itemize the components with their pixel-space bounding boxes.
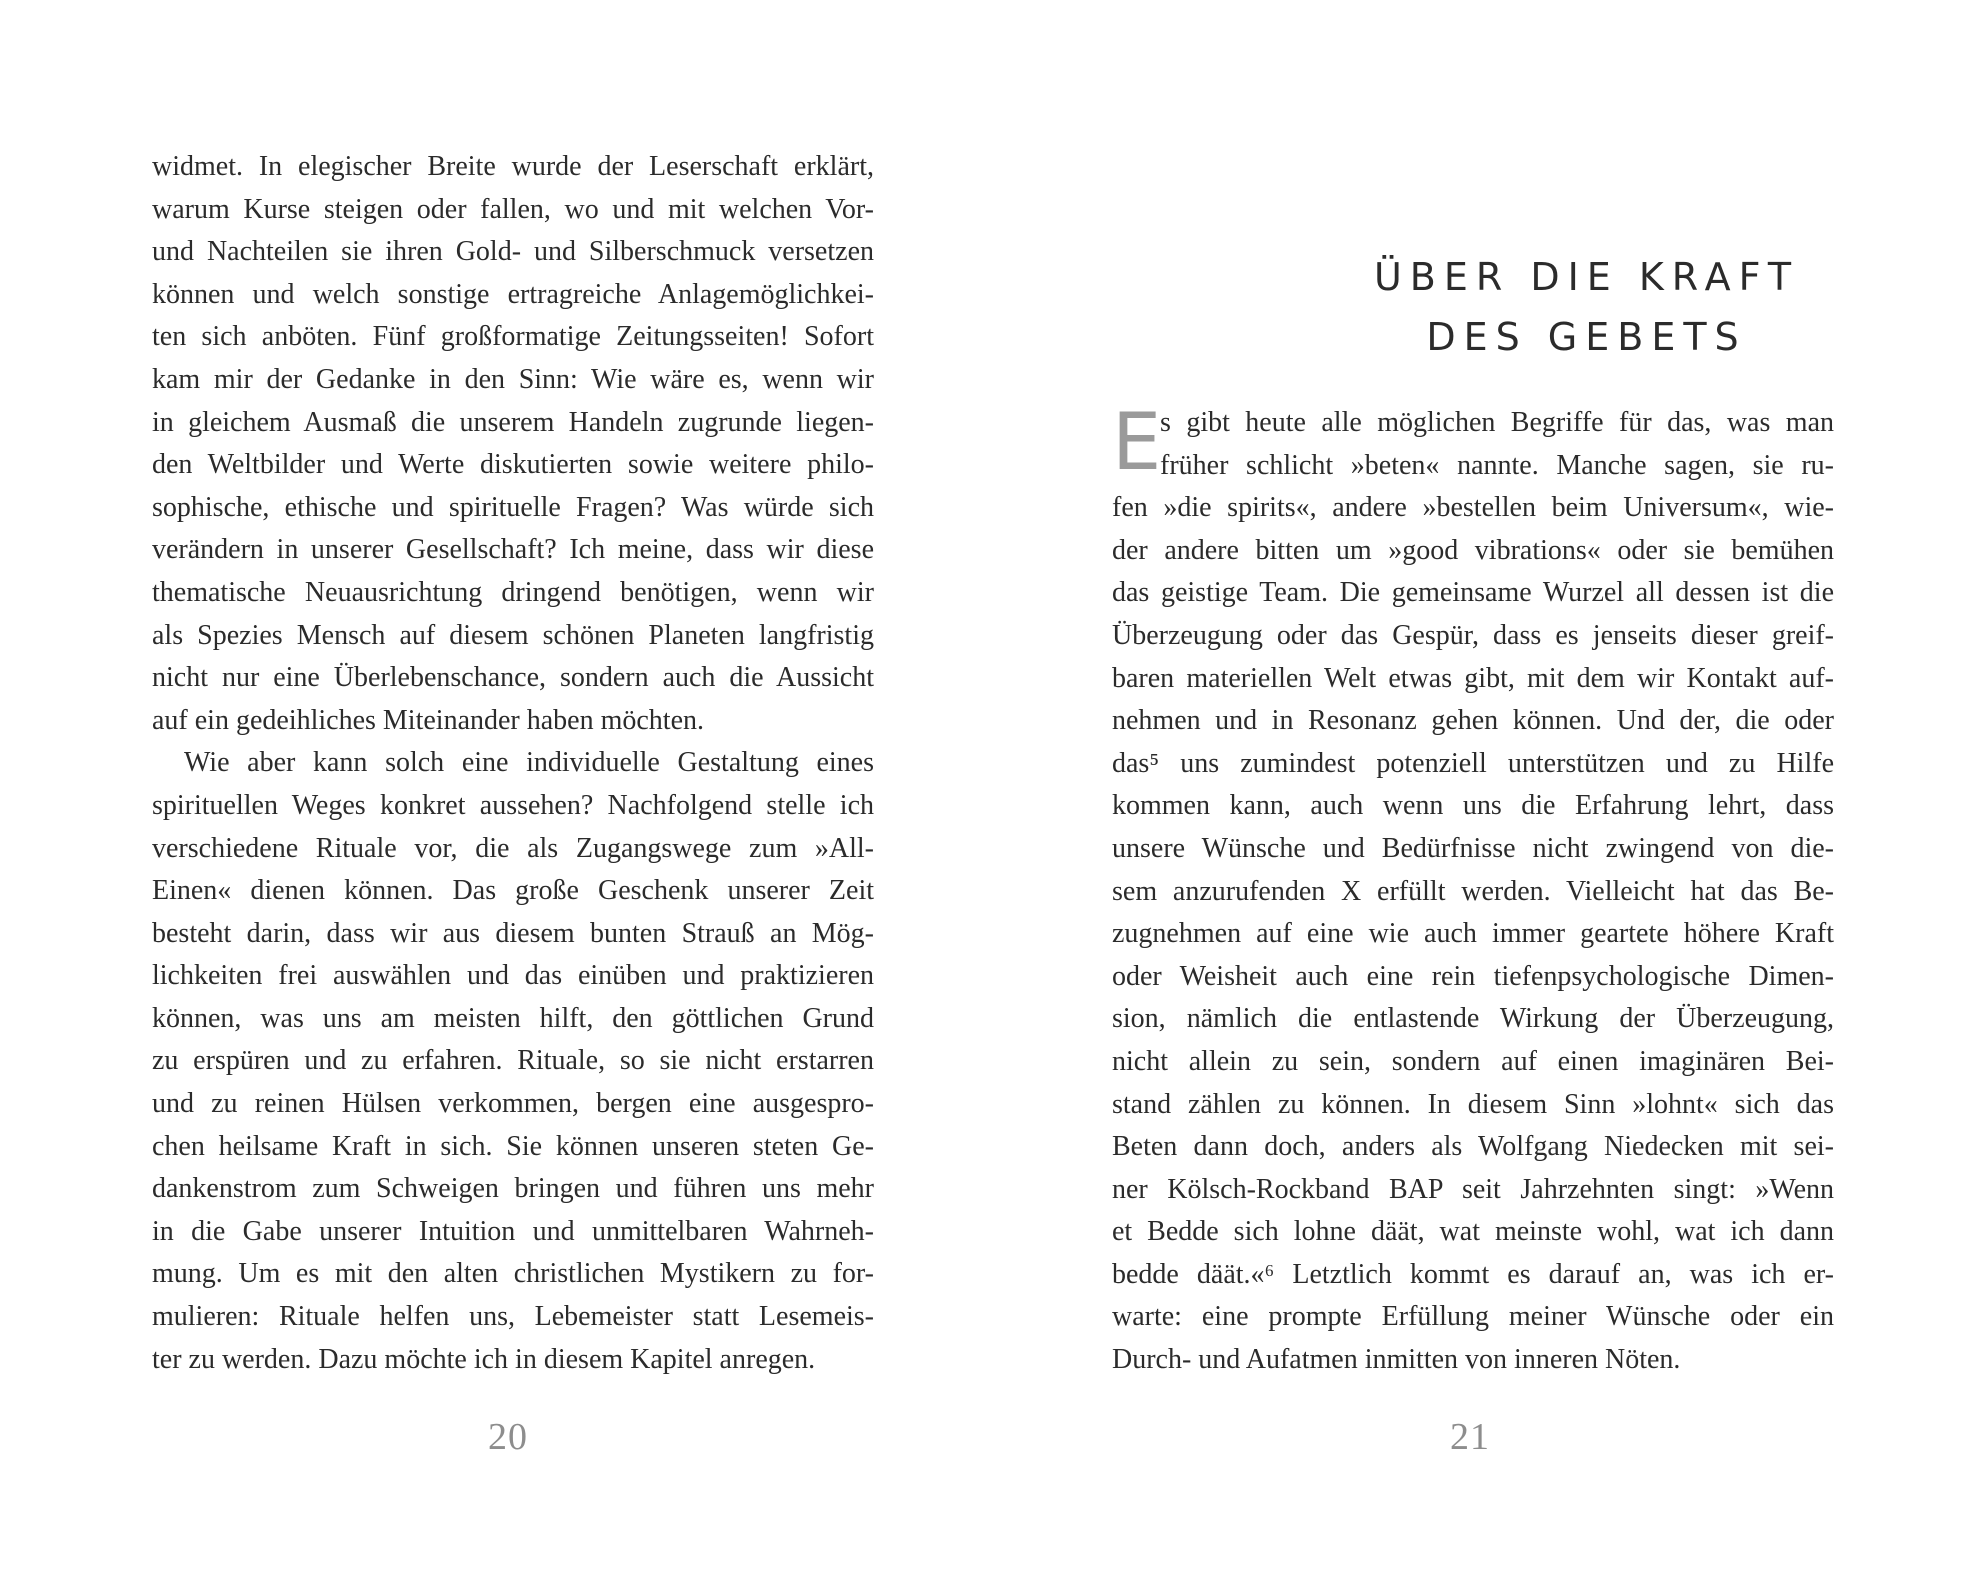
text-line: in die Gabe unserer Intuition und unmittelbaren Wahrneh- <box>152 1215 874 1247</box>
text-line: nehmen und in Resonanz gehen können. Und der, die oder <box>1112 705 1834 737</box>
text-line: bedde däät.«⁶ Letztlich kommt es darauf an, was ich er- <box>1112 1258 1834 1290</box>
text-line: das⁵ uns zumindest potenziell unterstützen und zu Hilfe <box>1112 747 1834 779</box>
text-line: warte: eine prompte Erfüllung meiner Wünsche oder ein <box>1112 1301 1834 1333</box>
chapter-title-line-2: DES GEBETS <box>1426 315 1747 360</box>
text-line: in gleichem Ausmaß die unserem Handeln zugrunde liegen- <box>152 406 874 438</box>
left-page-body <box>152 146 874 1381</box>
text-line: zugnehmen auf eine wie auch immer geartete höhere Kraft <box>1112 918 1834 950</box>
text-line: zu erspüren und zu erfahren. Rituale, so sie nicht erstarren <box>152 1045 874 1077</box>
text-line: sophische, ethische und spirituelle Fragen? Was würde sich <box>152 491 874 523</box>
chapter-title-line-1: ÜBER DIE KRAFT <box>1373 255 1800 300</box>
right-page <box>984 0 1969 1575</box>
text-line: fen »die spirits«, andere »bestellen beim Universum«, wie- <box>1112 492 1834 524</box>
text-line: auf ein gedeihliches Miteinander haben möchten. <box>152 704 705 736</box>
text-line: den Weltbilder und Werte diskutierten sowie weitere philo- <box>152 449 874 481</box>
chapter-title <box>984 247 1969 367</box>
text-line: warum Kurse steigen oder fallen, wo und mit welchen Vor- <box>152 193 874 225</box>
text-line: nicht allein zu sein, sondern auf einen imaginären Bei- <box>1112 1045 1834 1077</box>
text-line: Wie aber kann solch eine individuelle Gestaltung eines <box>184 747 874 779</box>
text-line: stand zählen zu können. In diesem Sinn »lohnt« sich das <box>1112 1088 1834 1120</box>
text-line: chen heilsame Kraft in sich. Sie können unseren steten Ge- <box>152 1130 874 1162</box>
text-line: mulieren: Rituale helfen uns, Lebemeister statt Lesemeis- <box>152 1301 874 1333</box>
text-line: Einen« dienen können. Das große Geschenk unserer Zeit <box>152 875 874 907</box>
paragraph <box>152 146 874 742</box>
text-line: ten sich anböten. Fünf großformatige Zeitungsseiten! Sofort <box>152 321 874 353</box>
text-line: der andere bitten um »good vibrations« oder sie bemühen <box>1112 534 1834 566</box>
text-line: spirituellen Weges konkret aussehen? Nachfolgend stelle ich <box>152 789 874 821</box>
text-line: sion, nämlich die entlastende Wirkung der Überzeugung, <box>1112 1003 1834 1035</box>
text-line: lichkeiten frei auswählen und das einüben und praktizieren <box>152 960 874 992</box>
text-line-content: s gibt heute alle möglichen Begriffe für das, was man <box>1160 407 1834 438</box>
text-line: widmet. In elegischer Breite wurde der Leserschaft erklärt, <box>152 151 874 182</box>
text-line: unsere Wünsche und Bedürfnisse nicht zwingend von die- <box>1112 832 1834 864</box>
text-line: können und welch sonstige ertragreiche Anlagemöglichkei- <box>152 278 874 310</box>
right-page-number: 21 <box>1450 1416 1490 1458</box>
text-line: thematische Neuausrichtung dringend benötigen, wenn wir <box>152 576 874 608</box>
right-page-body <box>1112 398 1834 1382</box>
text-line: kommen kann, auch wenn uns die Erfahrung lehrt, dass <box>1112 790 1834 822</box>
drop-cap: E <box>1112 398 1162 488</box>
text-line: als Spezies Mensch auf diesem schönen Planeten langfristig <box>152 619 874 651</box>
text-line: mung. Um es mit den alten christlichen Mystikern zu for- <box>152 1258 874 1290</box>
text-line: baren materiellen Welt etwas gibt, mit dem wir Kontakt auf- <box>1112 662 1834 694</box>
text-line: können, was uns am meisten hilft, den göttlichen Grund <box>152 1002 874 1034</box>
text-line: verändern in unserer Gesellschaft? Ich meine, dass wir diese <box>152 534 874 566</box>
text-line: dankenstrom zum Schweigen bringen und führen uns mehr <box>152 1173 874 1205</box>
paragraph <box>152 742 874 1381</box>
text-line: et Bedde sich lohne däät, wat meinste wohl, wat ich dann <box>1112 1216 1834 1248</box>
text-line: ner Kölsch-Rockband BAP seit Jahrzehnten singt: »Wenn <box>1112 1173 1834 1205</box>
text-line: früher schlicht »beten« nannte. Manche sagen, sie ru- <box>1160 449 1834 481</box>
text-line: und Nachteilen sie ihren Gold- und Silberschmuck versetzen <box>152 236 874 268</box>
text-line: und zu reinen Hülsen verkommen, bergen eine ausgespro- <box>152 1088 874 1120</box>
text-line: oder Weisheit auch eine rein tiefenpsychologische Dimen- <box>1112 960 1834 992</box>
left-page <box>0 0 984 1575</box>
text-line: sem anzurufenden X erfüllt werden. Vielleicht hat das Be- <box>1112 875 1834 907</box>
text-line: ter zu werden. Dazu möchte ich in diesem Kapitel anregen. <box>152 1343 816 1375</box>
text-line: Beten dann doch, anders als Wolfgang Niedecken mit sei- <box>1112 1131 1834 1163</box>
text-line: nicht nur eine Überlebenschance, sondern auch die Aussicht <box>152 662 874 694</box>
text-line: besteht darin, dass wir aus diesem bunten Strauß an Mög- <box>152 917 874 949</box>
left-page-number: 20 <box>488 1416 528 1458</box>
text-line: Überzeugung oder das Gespür, dass es jenseits dieser greif- <box>1112 619 1834 651</box>
text-line: kam mir der Gedanke in den Sinn: Wie wäre es, wenn wir <box>152 363 874 395</box>
text-line: Durch- und Aufatmen inmitten von inneren Nöten. <box>1112 1344 1681 1376</box>
text-line: das geistige Team. Die gemeinsame Wurzel all dessen ist die <box>1112 577 1834 609</box>
text-line: verschiedene Rituale vor, die als Zugangswege zum »All- <box>152 832 874 864</box>
